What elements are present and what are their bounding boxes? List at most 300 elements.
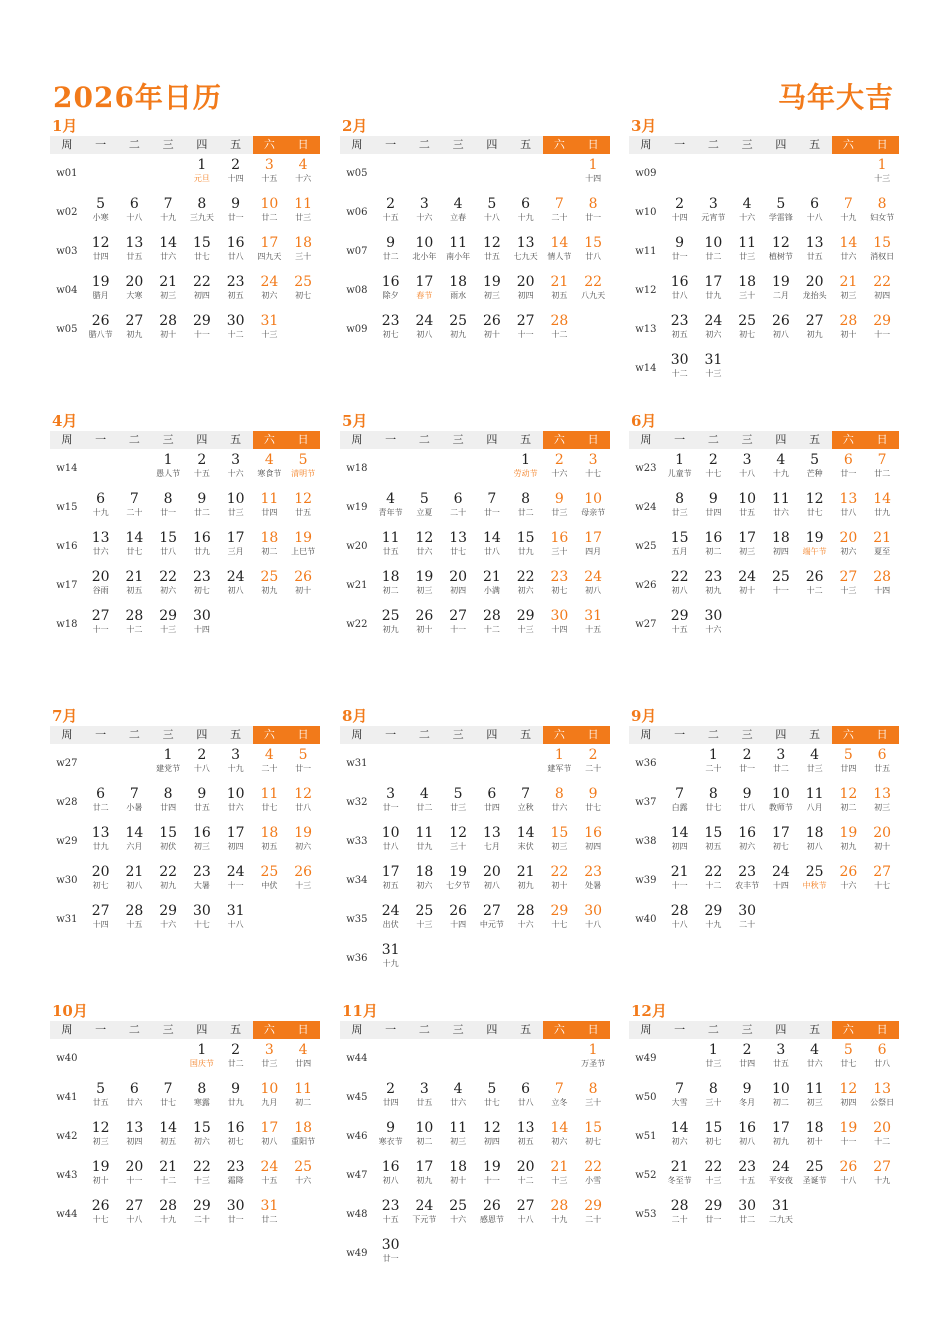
lunar-label: 廿二 bbox=[416, 803, 433, 812]
lunar-label: 末伏 bbox=[517, 842, 534, 851]
lunar-label: 廿七 bbox=[483, 1098, 500, 1107]
lunar-label: 三月 bbox=[227, 547, 244, 556]
weekday-label: 一 bbox=[95, 433, 107, 446]
day-cell bbox=[475, 1195, 509, 1234]
day-number: 16 bbox=[584, 825, 603, 841]
day-cell bbox=[764, 488, 798, 527]
day-cell bbox=[253, 193, 287, 232]
week-number: w51 bbox=[635, 1131, 657, 1142]
day-cell bbox=[663, 1117, 697, 1156]
day-number: 17 bbox=[260, 235, 279, 251]
day-cell bbox=[185, 193, 219, 232]
day-number: 17 bbox=[704, 274, 723, 290]
day-cell bbox=[118, 1117, 152, 1156]
day-cell bbox=[576, 1039, 610, 1078]
lunar-label: 初三 bbox=[483, 291, 500, 300]
lunar-label: 初十 bbox=[483, 330, 500, 339]
day-cell bbox=[509, 783, 543, 822]
lunar-label: 农丰节 bbox=[735, 881, 760, 890]
empty-cell bbox=[118, 154, 152, 193]
day-number: 30 bbox=[226, 313, 245, 329]
week-number: w53 bbox=[635, 1209, 657, 1220]
day-number: 19 bbox=[415, 569, 434, 585]
day-number: 9 bbox=[386, 235, 396, 251]
empty-cell bbox=[764, 900, 798, 939]
day-number: 12 bbox=[771, 235, 790, 251]
day-number: 19 bbox=[294, 825, 313, 841]
lunar-label: 初八 bbox=[671, 586, 688, 595]
day-number: 16 bbox=[226, 235, 245, 251]
day-number: 28 bbox=[125, 608, 144, 624]
day-cell bbox=[832, 861, 866, 900]
lunar-label: 立秋 bbox=[517, 803, 534, 812]
day-cell bbox=[697, 193, 731, 232]
day-number: 1 bbox=[588, 1042, 598, 1058]
day-number: 7 bbox=[521, 786, 531, 802]
day-cell bbox=[663, 822, 697, 861]
day-cell bbox=[441, 900, 475, 939]
lunar-label: 元旦 bbox=[193, 174, 210, 183]
lunar-label: 圣诞节 bbox=[802, 1176, 827, 1185]
day-cell bbox=[730, 527, 764, 566]
day-cell bbox=[151, 900, 185, 939]
day-number: 24 bbox=[226, 569, 245, 585]
day-number: 17 bbox=[584, 530, 603, 546]
day-cell bbox=[543, 605, 577, 644]
lunar-label: 十三 bbox=[551, 1176, 568, 1185]
lunar-label: 初四 bbox=[483, 1137, 500, 1146]
lunar-label: 十八 bbox=[126, 213, 143, 222]
lunar-label: 十六 bbox=[450, 1215, 467, 1224]
lunar-label: 十五 bbox=[382, 213, 399, 222]
day-number: 18 bbox=[294, 235, 313, 251]
lunar-label: 廿一 bbox=[160, 508, 177, 517]
day-number: 4 bbox=[298, 157, 308, 173]
lunar-label: 廿八 bbox=[160, 547, 177, 556]
week-row bbox=[340, 271, 610, 310]
day-cell bbox=[730, 232, 764, 271]
weekday-label: 日 bbox=[576, 726, 610, 744]
lunar-label: 十四 bbox=[551, 625, 568, 634]
lunar-label: 十一 bbox=[671, 881, 688, 890]
lunar-label: 教师节 bbox=[768, 803, 793, 812]
day-cell bbox=[84, 783, 118, 822]
lunar-label: 廿二 bbox=[382, 252, 399, 261]
empty-cell bbox=[576, 1234, 610, 1273]
day-number: 16 bbox=[704, 530, 723, 546]
day-number: 11 bbox=[449, 1120, 468, 1136]
day-number: 1 bbox=[588, 157, 598, 173]
weekday-label: 六 bbox=[543, 1021, 577, 1039]
lunar-label: 廿八 bbox=[295, 803, 312, 812]
week-number: w23 bbox=[635, 463, 657, 474]
day-cell bbox=[219, 449, 253, 488]
lunar-label: 初三 bbox=[739, 547, 756, 556]
week-number: w36 bbox=[635, 758, 657, 769]
day-cell bbox=[576, 1156, 610, 1195]
empty-cell bbox=[798, 349, 832, 388]
lunar-label: 平安夜 bbox=[768, 1176, 793, 1185]
day-number: 31 bbox=[226, 903, 245, 919]
lunar-label: 四九天 bbox=[257, 252, 282, 261]
weekday-label: 一 bbox=[95, 1023, 107, 1036]
weekday-header bbox=[50, 136, 320, 154]
day-number: 15 bbox=[670, 530, 689, 546]
day-number: 7 bbox=[129, 491, 139, 507]
week-number: w44 bbox=[346, 1053, 368, 1064]
weekday-label: 四 bbox=[775, 433, 787, 446]
day-cell bbox=[730, 193, 764, 232]
day-number: 26 bbox=[771, 313, 790, 329]
week-number: w38 bbox=[635, 836, 657, 847]
week-row bbox=[50, 783, 320, 822]
day-cell bbox=[543, 232, 577, 271]
day-number: 4 bbox=[386, 491, 396, 507]
lunar-label: 十八 bbox=[585, 920, 602, 929]
day-number: 19 bbox=[839, 825, 858, 841]
lunar-label: 初九 bbox=[160, 881, 177, 890]
day-number: 24 bbox=[415, 313, 434, 329]
weekday-label: 四 bbox=[196, 728, 208, 741]
lunar-label: 出伏 bbox=[382, 920, 399, 929]
day-number: 10 bbox=[415, 1120, 434, 1136]
day-number: 13 bbox=[449, 530, 468, 546]
day-cell bbox=[185, 488, 219, 527]
weekday-label: 五 bbox=[520, 138, 532, 151]
day-cell bbox=[219, 488, 253, 527]
week-row bbox=[629, 1117, 899, 1156]
lunar-label: 初六 bbox=[261, 291, 278, 300]
day-cell bbox=[118, 310, 152, 349]
week-number: w47 bbox=[346, 1170, 368, 1181]
day-cell bbox=[576, 232, 610, 271]
week-header: 周 bbox=[61, 728, 73, 741]
day-number: 18 bbox=[260, 530, 279, 546]
lunar-label: 初六 bbox=[295, 842, 312, 851]
week-row bbox=[50, 1117, 320, 1156]
day-number: 14 bbox=[873, 491, 892, 507]
day-cell bbox=[865, 449, 899, 488]
day-number: 6 bbox=[96, 786, 106, 802]
day-cell bbox=[408, 900, 442, 939]
weekday-header bbox=[340, 726, 610, 744]
day-cell bbox=[185, 822, 219, 861]
day-cell bbox=[798, 1117, 832, 1156]
week-number: w42 bbox=[56, 1131, 78, 1142]
day-number: 13 bbox=[873, 1081, 892, 1097]
day-number: 16 bbox=[670, 274, 689, 290]
lunar-label: 十六 bbox=[739, 213, 756, 222]
week-row bbox=[629, 783, 899, 822]
day-cell bbox=[697, 1117, 731, 1156]
month-11 bbox=[340, 1002, 610, 1273]
day-number: 1 bbox=[877, 157, 887, 173]
day-cell bbox=[697, 1078, 731, 1117]
day-cell bbox=[663, 1078, 697, 1117]
weekday-header bbox=[629, 1021, 899, 1039]
day-number: 25 bbox=[805, 864, 824, 880]
day-number: 24 bbox=[771, 864, 790, 880]
lunar-label: 廿八 bbox=[671, 291, 688, 300]
weekday-label: 一 bbox=[674, 1023, 686, 1036]
day-cell bbox=[118, 193, 152, 232]
week-row bbox=[629, 1078, 899, 1117]
lunar-label: 三十 bbox=[551, 547, 568, 556]
day-number: 5 bbox=[96, 196, 106, 212]
week-number: w10 bbox=[635, 207, 657, 218]
lunar-label: 初十 bbox=[416, 625, 433, 634]
day-number: 26 bbox=[294, 864, 313, 880]
day-cell bbox=[832, 744, 866, 783]
weekday-label: 三 bbox=[741, 138, 753, 151]
day-number: 23 bbox=[670, 313, 689, 329]
weekday-label: 五 bbox=[520, 728, 532, 741]
day-number: 18 bbox=[805, 1120, 824, 1136]
day-cell bbox=[374, 822, 408, 861]
day-cell bbox=[798, 1156, 832, 1195]
empty-cell bbox=[663, 1039, 697, 1078]
day-cell bbox=[865, 232, 899, 271]
month-9 bbox=[629, 707, 899, 939]
lunar-label: 廿七 bbox=[840, 1059, 857, 1068]
week-row bbox=[629, 744, 899, 783]
lunar-label: 十三 bbox=[874, 174, 891, 183]
day-number: 22 bbox=[584, 1159, 603, 1175]
day-cell bbox=[576, 449, 610, 488]
empty-cell bbox=[663, 154, 697, 193]
day-number: 24 bbox=[584, 569, 603, 585]
weekday-header bbox=[50, 431, 320, 449]
weekday-label: 四 bbox=[775, 138, 787, 151]
day-number: 21 bbox=[159, 1159, 178, 1175]
lunar-label: 八九天 bbox=[581, 291, 606, 300]
empty-cell bbox=[408, 154, 442, 193]
month-12 bbox=[629, 1002, 899, 1234]
day-number: 2 bbox=[231, 157, 241, 173]
week-number: w21 bbox=[346, 580, 368, 591]
weekday-label: 三 bbox=[162, 433, 174, 446]
lunar-label: 初八 bbox=[772, 330, 789, 339]
day-number: 28 bbox=[550, 313, 569, 329]
day-number: 5 bbox=[419, 491, 429, 507]
lunar-label: 二十 bbox=[261, 764, 278, 773]
day-number: 20 bbox=[516, 274, 535, 290]
weekday-label: 三 bbox=[741, 1023, 753, 1036]
day-number: 25 bbox=[738, 313, 757, 329]
lunar-label: 小雪 bbox=[585, 1176, 602, 1185]
week-row bbox=[629, 271, 899, 310]
day-cell bbox=[865, 271, 899, 310]
lunar-label: 立春 bbox=[450, 213, 467, 222]
day-cell bbox=[441, 271, 475, 310]
lunar-label: 大雪 bbox=[671, 1098, 688, 1107]
day-number: 13 bbox=[482, 825, 501, 841]
day-cell bbox=[286, 1156, 320, 1195]
day-cell bbox=[408, 1078, 442, 1117]
week-row bbox=[340, 310, 610, 349]
empty-cell bbox=[253, 900, 287, 939]
lunar-label: 廿五 bbox=[416, 1098, 433, 1107]
day-number: 6 bbox=[810, 196, 820, 212]
day-number: 17 bbox=[260, 1120, 279, 1136]
day-number: 29 bbox=[159, 608, 178, 624]
day-number: 9 bbox=[231, 196, 241, 212]
day-cell bbox=[798, 822, 832, 861]
day-number: 18 bbox=[415, 864, 434, 880]
week-number: w30 bbox=[56, 875, 78, 886]
day-cell bbox=[185, 1039, 219, 1078]
day-cell bbox=[441, 566, 475, 605]
day-number: 1 bbox=[163, 452, 173, 468]
day-cell bbox=[730, 271, 764, 310]
day-number: 30 bbox=[584, 903, 603, 919]
lunar-label: 廿二 bbox=[261, 1215, 278, 1224]
lunar-label: 廿五 bbox=[806, 252, 823, 261]
day-number: 12 bbox=[294, 491, 313, 507]
lunar-label: 妇女节 bbox=[870, 213, 895, 222]
lunar-label: 除夕 bbox=[382, 291, 399, 300]
day-cell bbox=[730, 744, 764, 783]
day-cell bbox=[475, 566, 509, 605]
day-cell bbox=[832, 193, 866, 232]
weekday-label: 四 bbox=[196, 138, 208, 151]
month-1 bbox=[50, 117, 320, 349]
lunar-label: 初七 bbox=[295, 291, 312, 300]
day-number: 6 bbox=[487, 786, 497, 802]
week-row bbox=[50, 605, 320, 644]
day-cell bbox=[475, 527, 509, 566]
lunar-label: 廿三 bbox=[450, 803, 467, 812]
day-cell bbox=[84, 605, 118, 644]
day-number: 21 bbox=[125, 569, 144, 585]
lunar-label: 初十 bbox=[450, 1176, 467, 1185]
week-number: w39 bbox=[635, 875, 657, 886]
day-cell bbox=[185, 783, 219, 822]
day-cell bbox=[509, 861, 543, 900]
weekday-label: 五 bbox=[520, 433, 532, 446]
day-number: 24 bbox=[381, 903, 400, 919]
day-number: 17 bbox=[226, 530, 245, 546]
week-row bbox=[50, 861, 320, 900]
day-cell bbox=[730, 1117, 764, 1156]
day-number: 12 bbox=[839, 1081, 858, 1097]
lunar-label: 十二 bbox=[806, 586, 823, 595]
lunar-label: 腊八节 bbox=[88, 330, 113, 339]
day-number: 27 bbox=[516, 1198, 535, 1214]
week-number: w26 bbox=[635, 580, 657, 591]
empty-cell bbox=[408, 939, 442, 978]
day-cell bbox=[84, 861, 118, 900]
lunar-label: 三九天 bbox=[189, 213, 214, 222]
lunar-label: 廿三 bbox=[705, 1059, 722, 1068]
lunar-label: 植树节 bbox=[768, 252, 793, 261]
weekday-label: 五 bbox=[809, 138, 821, 151]
weekday-label: 三 bbox=[162, 728, 174, 741]
day-number: 4 bbox=[742, 196, 752, 212]
day-cell bbox=[798, 1039, 832, 1078]
day-cell bbox=[697, 232, 731, 271]
day-number: 9 bbox=[554, 491, 564, 507]
day-cell bbox=[118, 900, 152, 939]
day-cell bbox=[475, 783, 509, 822]
day-number: 11 bbox=[294, 1081, 313, 1097]
day-cell bbox=[663, 271, 697, 310]
day-number: 8 bbox=[588, 196, 598, 212]
week-header: 周 bbox=[640, 1023, 652, 1036]
lunar-label: 十二 bbox=[126, 625, 143, 634]
day-number: 20 bbox=[873, 1120, 892, 1136]
day-cell bbox=[697, 822, 731, 861]
weekday-label: 日 bbox=[865, 431, 899, 449]
day-number: 2 bbox=[197, 452, 207, 468]
day-cell bbox=[253, 744, 287, 783]
week-number: w18 bbox=[56, 619, 78, 630]
weekday-label: 一 bbox=[385, 1023, 397, 1036]
lunar-label: 十二 bbox=[705, 881, 722, 890]
day-number: 14 bbox=[125, 825, 144, 841]
day-cell bbox=[408, 822, 442, 861]
month-10 bbox=[50, 1002, 320, 1234]
lunar-label: 十三 bbox=[261, 330, 278, 339]
empty-cell bbox=[84, 1039, 118, 1078]
day-number: 5 bbox=[298, 452, 308, 468]
weekday-label: 日 bbox=[865, 726, 899, 744]
lunar-label: 初五 bbox=[671, 330, 688, 339]
lunar-label: 十八 bbox=[739, 469, 756, 478]
day-number: 9 bbox=[588, 786, 598, 802]
day-cell bbox=[663, 566, 697, 605]
weekday-label: 六 bbox=[253, 431, 287, 449]
day-cell bbox=[475, 900, 509, 939]
day-cell bbox=[84, 1117, 118, 1156]
week-row bbox=[50, 271, 320, 310]
week-row bbox=[629, 1195, 899, 1234]
day-cell bbox=[185, 310, 219, 349]
day-cell bbox=[84, 1078, 118, 1117]
day-number: 30 bbox=[670, 352, 689, 368]
day-cell bbox=[84, 566, 118, 605]
lunar-label: 廿七 bbox=[806, 508, 823, 517]
day-cell bbox=[475, 822, 509, 861]
day-cell bbox=[118, 1078, 152, 1117]
day-number: 10 bbox=[704, 235, 723, 251]
day-cell bbox=[576, 271, 610, 310]
week-number: w15 bbox=[56, 502, 78, 513]
day-cell bbox=[509, 527, 543, 566]
day-number: 24 bbox=[704, 313, 723, 329]
week-row bbox=[50, 1078, 320, 1117]
lunar-label: 廿八 bbox=[739, 803, 756, 812]
lunar-label: 二十 bbox=[450, 508, 467, 517]
week-row bbox=[629, 900, 899, 939]
day-number: 29 bbox=[873, 313, 892, 329]
day-number: 4 bbox=[776, 452, 786, 468]
week-row bbox=[340, 605, 610, 644]
week-number: w52 bbox=[635, 1170, 657, 1181]
empty-cell bbox=[865, 1195, 899, 1234]
day-cell bbox=[118, 271, 152, 310]
day-number: 17 bbox=[771, 825, 790, 841]
day-number: 5 bbox=[843, 1042, 853, 1058]
day-cell bbox=[576, 1195, 610, 1234]
day-number: 22 bbox=[192, 274, 211, 290]
weekday-label: 日 bbox=[286, 431, 320, 449]
lunar-label: 十九 bbox=[160, 213, 177, 222]
weekday-label: 一 bbox=[674, 433, 686, 446]
lunar-label: 中元节 bbox=[479, 920, 504, 929]
day-number: 19 bbox=[839, 1120, 858, 1136]
day-cell bbox=[764, 744, 798, 783]
